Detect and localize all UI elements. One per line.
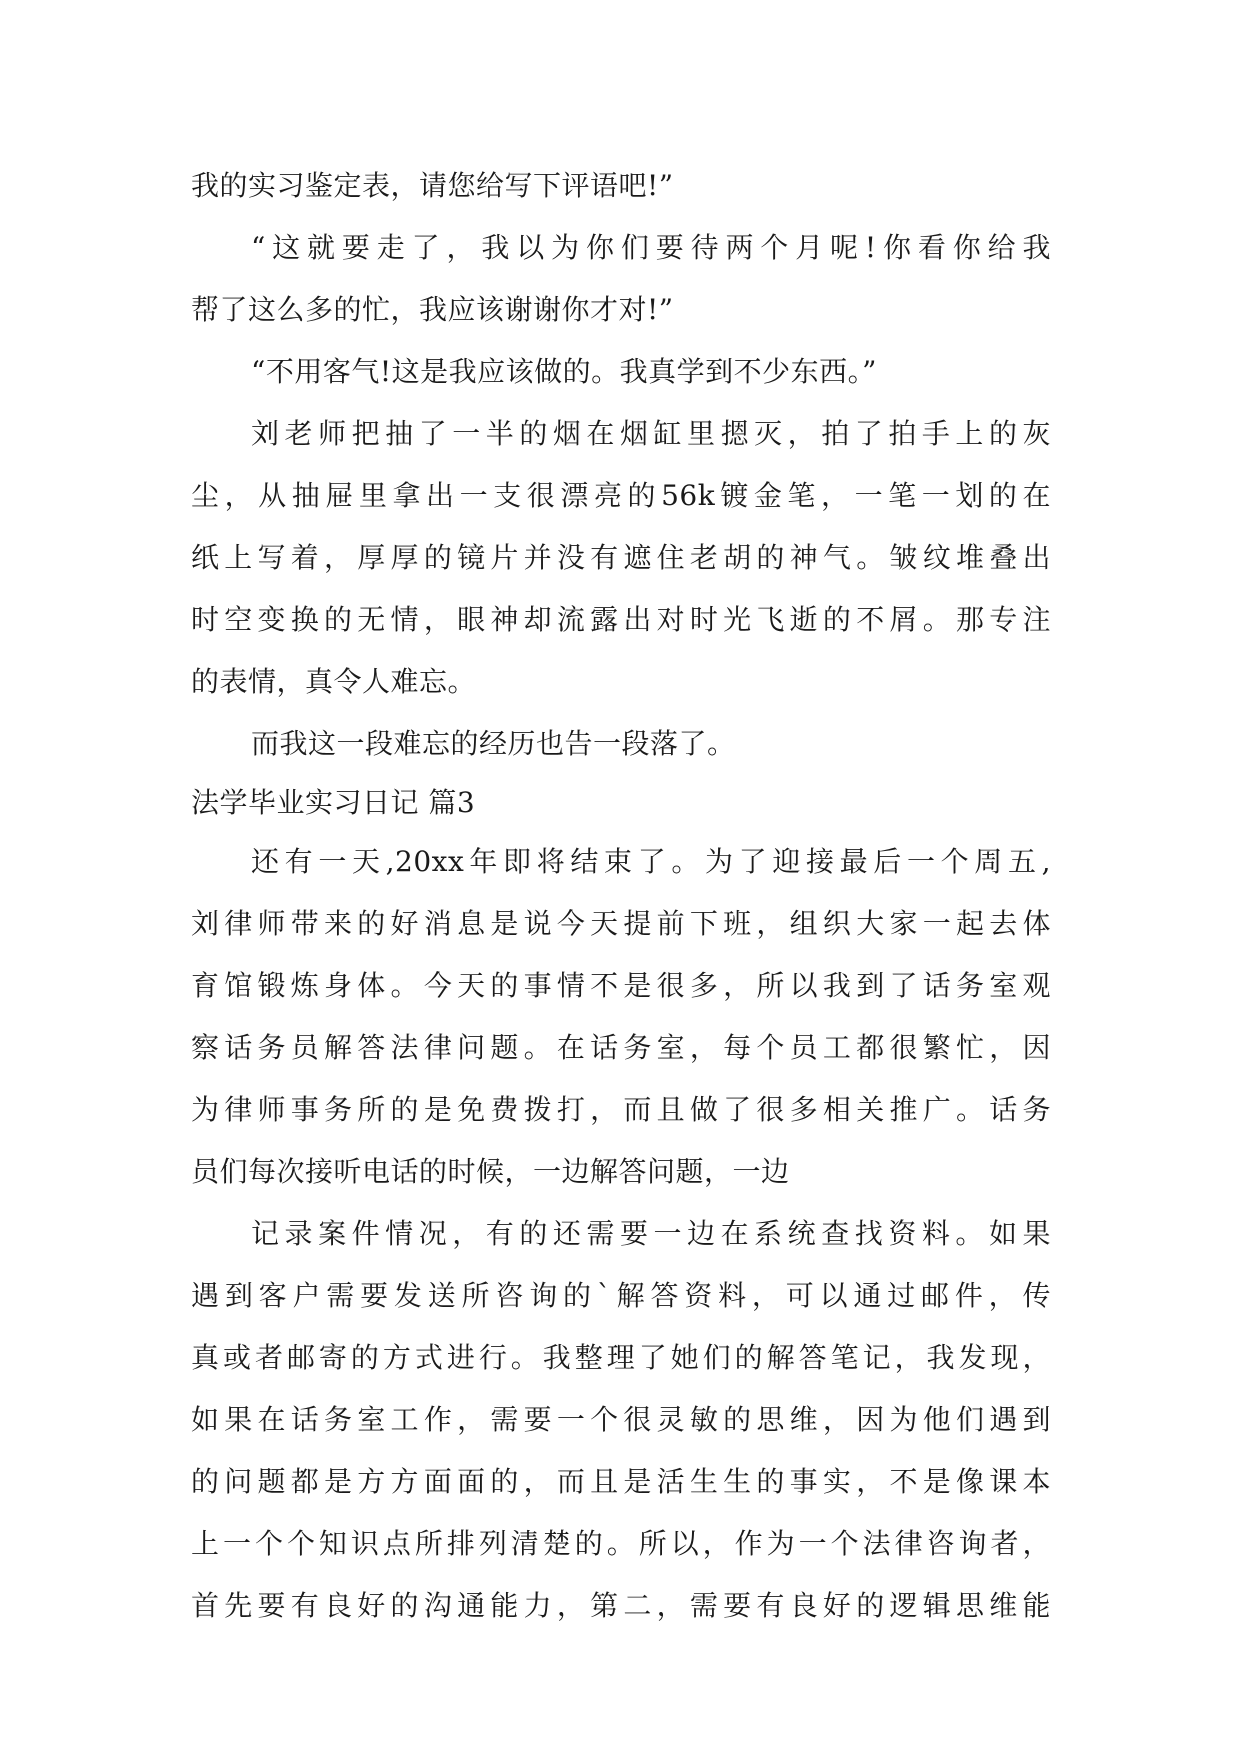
paragraph-line: 尘，从抽屉里拿出一支很漂亮的56k镀金笔，一笔一划的在 [191,479,1051,512]
paragraph-line: 还有一天,20xx年即将结束了。为了迎接最后一个周五, [251,845,1051,878]
paragraph-line: 为律师事务所的是免费拨打，而且做了很多相关推广。话务 [191,1093,1051,1126]
paragraph-line: 如果在话务室工作，需要一个很灵敏的思维，因为他们遇到 [191,1403,1051,1436]
paragraph-line: 刘律师带来的好消息是说今天提前下班，组织大家一起去体 [191,907,1051,940]
paragraph-line: 真或者邮寄的方式进行。我整理了她们的解答笔记，我发现， [191,1341,1051,1374]
paragraph-line: “这就要走了，我以为你们要待两个月呢!你看你给我 [251,231,1051,264]
paragraph-line: 我的实习鉴定表，请您给写下评语吧!” [191,169,674,202]
paragraph-line: 时空变换的无情，眼神却流露出对时光飞逝的不屑。那专注 [191,603,1051,636]
paragraph-line: 刘老师把抽了一半的烟在烟缸里摁灭，拍了拍手上的灰 [251,417,1051,450]
paragraph-line: 的表情，真令人难忘。 [191,665,477,698]
paragraph-line: 上一个个知识点所排列清楚的。所以，作为一个法律咨询者， [191,1527,1051,1560]
paragraph-line: 察话务员解答法律问题。在话务室，每个员工都很繁忙，因 [191,1031,1051,1064]
paragraph-line: 员们每次接听电话的时候，一边解答问题，一边 [191,1155,790,1188]
paragraph-line: 育馆锻炼身体。今天的事情不是很多，所以我到了话务室观 [191,969,1051,1002]
paragraph-line: 帮了这么多的忙，我应该谢谢你才对!” [191,293,674,326]
paragraph-line: 记录案件情况，有的还需要一边在系统查找资料。如果 [251,1217,1051,1250]
section-heading: 法学毕业实习日记 篇3 [191,786,476,819]
document-body [191,155,1051,1637]
paragraph-line: 纸上写着，厚厚的镜片并没有遮住老胡的神气。皱纹堆叠出 [191,541,1051,574]
paragraph-line: 首先要有良好的沟通能力，第二，需要有良好的逻辑思维能 [191,1589,1051,1622]
paragraph-line: 遇到客户需要发送所咨询的`解答资料，可以通过邮件，传 [191,1279,1051,1312]
paragraph-line: 的问题都是方方面面的，而且是活生生的事实，不是像课本 [191,1465,1051,1498]
paragraph-line: 而我这一段难忘的经历也告一段落了。 [251,727,736,760]
paragraph-line: “不用客气!这是我应该做的。我真学到不少东西。” [251,355,877,388]
